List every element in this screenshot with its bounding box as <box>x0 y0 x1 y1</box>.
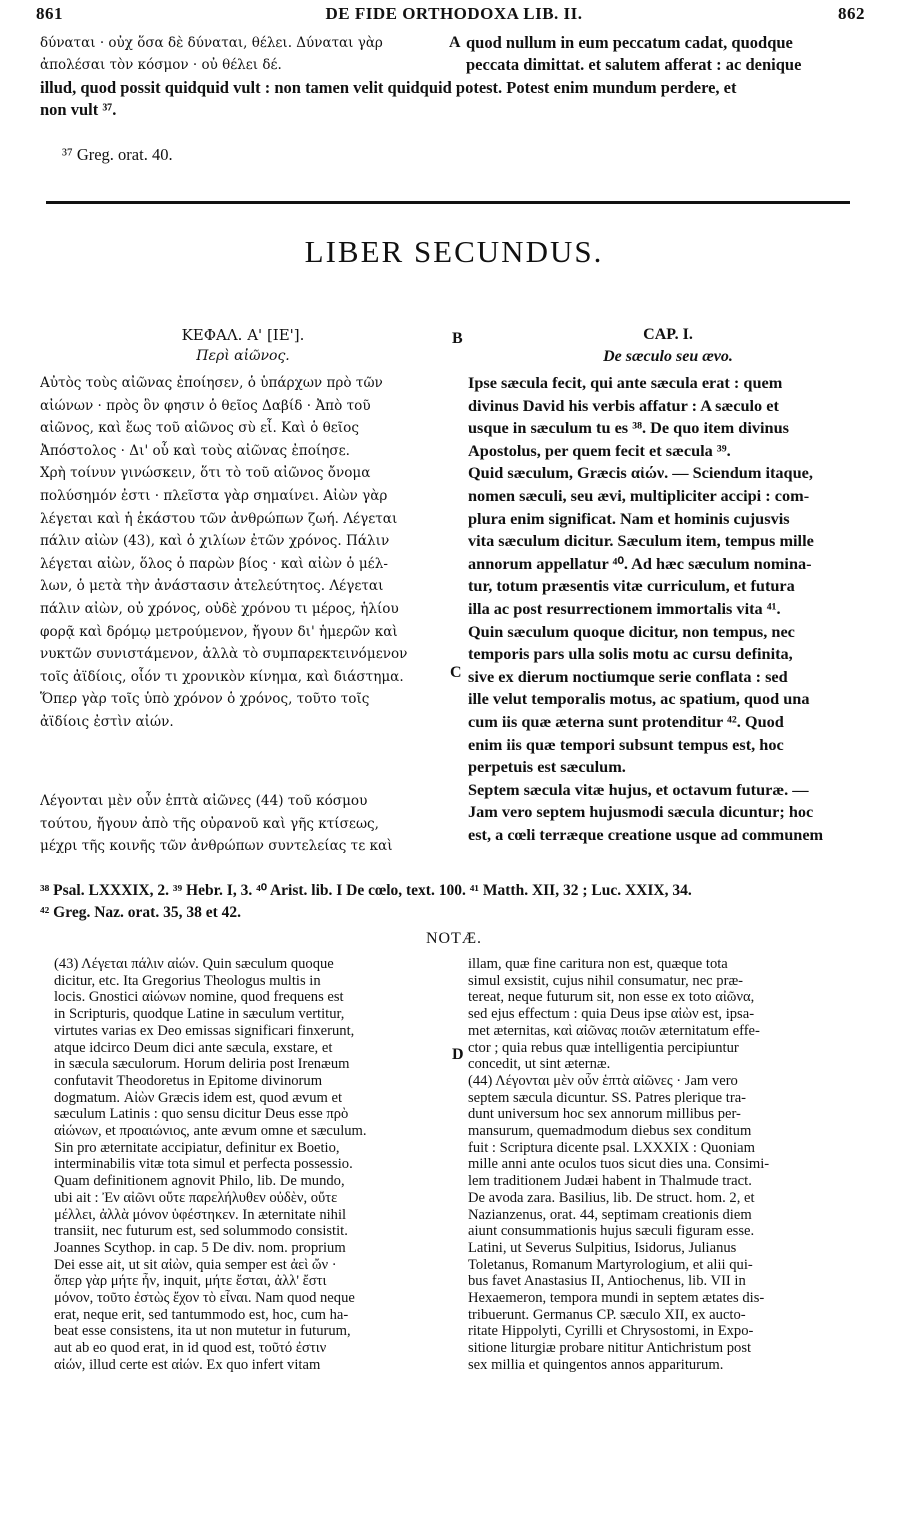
book-title: LIBER SECUNDUS. <box>304 234 604 269</box>
greek-text-line: Λέγονται μὲν οὖν ἑπτὰ αἰῶνες (44) τοῦ κόσμου <box>40 793 368 809</box>
note-line: lem traditionem Judæi habent in Thalmude tract. <box>468 1173 752 1190</box>
footnotes-line-1: ³⁸ Psal. LXXXIX, 2. ³⁹ Hebr. I, 3. ⁴⁰ Arist. lib. I De cœlo, text. 100. ⁴¹ Matth. XII, 32 ; Luc. XXIX, 34. <box>40 882 692 899</box>
greek-text-line: Ἀπόστολος · Δι' οὗ καὶ τοὺς αἰῶνας ἐποίησε. <box>40 442 351 459</box>
greek-text-line: Αὐτὸς τοὺς αἰῶνας ἐποίησεν, ὁ ὑπάρχων πρὸ τῶν <box>40 375 383 391</box>
latin-text-line: Ipse sæcula fecit, qui ante sæcula erat : quem <box>468 373 783 392</box>
section-rule <box>46 201 850 204</box>
footnotes-line-2: ⁴² Greg. Naz. orat. 35, 38 et 42. <box>40 904 241 921</box>
note-line: transiit, nec futurum est, sed solummodo consistit. <box>54 1223 348 1240</box>
greek-text-line: Ὅπερ γὰρ τοῖς ὑπὸ χρόνον ὁ χρόνος, τοῦτο τοῖς <box>40 691 370 708</box>
greek-text-line: αἰώνων · πρὸς ὃν φησιν ὁ θεῖος Δαβίδ · Ἀπὸ τοῦ <box>40 397 371 414</box>
greek-text-line: λων, ὁ μετὰ τὴν ἀνάστασιν ἀτελεύτητος. Λέγεται <box>40 578 384 595</box>
top-footnote: ³⁷ Greg. orat. 40. <box>62 145 173 164</box>
greek-text-line: τούτου, ἤγουν ἀπὸ τῆς οὐρανοῦ καὶ γῆς κτίσεως, <box>40 815 379 832</box>
note-line: μόνον, τοῦτο ἐστὼς ἔχον τὸ εἶναι. Nam quod neque <box>54 1290 355 1307</box>
note-line: tribuerunt. Germanus CP. sæculo XII, ex aucto- <box>468 1306 746 1323</box>
latin-text-line: annorum appellatur ⁴⁰. Ad hæc sæculum nomina- <box>468 553 812 573</box>
latin-text-line: nomen sæculi, seu ævi, multipliciter accipi : com- <box>468 485 810 505</box>
note-line: Sin pro æternitate accipiatur, definitur ex Boetio, <box>54 1139 340 1156</box>
top-greek-line-2: ἀπολέσαι τὸν κόσμον · οὐ θέλει δέ. <box>40 57 282 73</box>
note-line: aut ab eo quod erat, in id quod est, τοῦτό ἐστιν <box>54 1340 327 1357</box>
latin-text-line: Apostolus, per quem fecit et sæcula ³⁹. <box>468 440 731 460</box>
note-line: concedit, ut sint æternæ. <box>468 1056 611 1073</box>
note-line: tereat, neque futurum sit, non esse ex toto αἰῶνα, <box>468 989 755 1006</box>
margin-marker-c: C <box>450 664 462 681</box>
note-line: fuit : Scriptura dicente psal. LXXXIX : Quoniam <box>468 1139 755 1156</box>
note-line: Toletanus, Romanum Martyrologium, et alii qui- <box>468 1256 753 1273</box>
note-line: ctor ; quia rebus quæ intelligentia percipiuntur <box>468 1039 739 1056</box>
note-line: in sæcula sæculorum. Horum deliria post Irenæum <box>54 1056 350 1073</box>
note-line: De avoda zara. Basilius, lib. De struct. hom. 2, et <box>468 1189 755 1206</box>
greek-text-line: πολύσημόν ἐστι · πλεῖστα γὰρ σημαίνει. Αἰὼν γὰρ <box>40 487 388 504</box>
note-line: interminabilis vitæ tota simul et perfecta possessio. <box>54 1156 353 1173</box>
page-number-right: 862 <box>838 4 865 23</box>
note-line: sed ejus effectum : quia Deus ipse αἰὼν est, ipsa- <box>468 1006 755 1023</box>
latin-text-line: est, a cœli terræque creatione usque ad communem <box>468 824 824 844</box>
note-line: sex millia et quingentos annos appariturum. <box>468 1356 724 1373</box>
note-line: locis. Gnostici αἰώνων nomine, quod frequens est <box>54 989 344 1006</box>
note-line: sitione liturgiæ probare nititur Antichristum post <box>468 1340 752 1357</box>
note-line: bus favet Anastasius II, Antiochenus, lib. VII in <box>468 1273 746 1290</box>
notes-left-column <box>54 956 446 1374</box>
greek-text-line: φορᾷ καὶ δρόμῳ μετρούμενον, ἤγουν δι' ἡμερῶν καὶ <box>40 623 398 640</box>
greek-text-line: αἰῶνος, καὶ ἕως τοῦ αἰῶνος σὺ εἶ. Καὶ ὁ θεῖος <box>40 420 359 437</box>
note-line: mille anni ante oculos tuos sicut dies una. Consimi- <box>468 1156 770 1173</box>
top-latin-right-line-2: peccata dimittat. et salutem afferat : ac denique <box>466 55 802 74</box>
note-line: simul exsistit, cujus nihil consumatur, nec præ- <box>468 972 744 989</box>
top-latin-full-line-2: non vult ³⁷. <box>40 100 117 119</box>
note-line: αἰών, illud certe est αἰών. Ex quo infert vitam <box>54 1356 321 1373</box>
margin-marker-d: D <box>452 1046 464 1063</box>
latin-text-line: perpetuis est sæculum. <box>468 757 626 777</box>
chapter-latin-subtitle: De sæculo seu ævo. <box>603 348 733 365</box>
note-line: met æternitas, καὶ αἰῶνας ποιῶν æternitatum effe- <box>468 1022 760 1039</box>
note-line: Nazianzenus, orat. 44, septimam creationis diem <box>468 1206 752 1223</box>
note-line: (44) Λέγονται μὲν οὖν ἑπτὰ αἰῶνες · Jam vero <box>468 1072 738 1089</box>
greek-text-line: πάλιν αἰὼν (43), καὶ ὁ χιλίων ἐτῶν χρόνος. Πάλιν <box>40 533 390 550</box>
note-line: Latini, ut Severus Sulpitius, Isidorus, Julianus <box>468 1239 737 1256</box>
greek-text-line: ἀϊδίοις ἐστὶν αἰών. <box>40 713 174 730</box>
note-line: beat esse consistens, ita ut non mutetur in futurum, <box>54 1323 351 1340</box>
note-line: αἰώνων, et προαιώνιος, ante ævum omne et sæculum. <box>54 1123 367 1140</box>
top-greek-line-1: δύναται · οὐχ ὅσα δὲ δύναται, θέλει. Δύναται γὰρ <box>40 35 383 51</box>
chapter-greek-head: ΚΕΦΑΛ. Α' [ΙΕ']. <box>181 326 305 344</box>
notes-right-column <box>468 956 872 1374</box>
note-line: virtutes varias ex Deo emissas significari finxerunt, <box>54 1022 355 1039</box>
greek-text-column <box>40 372 446 734</box>
note-line: ubi ait : Ἐν αἰῶνι οὔτε παρελήλυθεν οὐδὲν, οὔτε <box>54 1189 338 1206</box>
note-line: Quam definitionem agnovit Philo, lib. De mundo, <box>54 1173 345 1190</box>
latin-text-line: Quin sæculum quoque dicitur, non tempus, nec <box>468 621 795 641</box>
latin-text-line: tur, totum præsentis vitæ curriculum, et futura <box>468 576 795 596</box>
greek-text-line: λέγεται αἰὼν, ὅλος ὁ παρὼν βίος · καὶ αἰὼν ὁ μέλ- <box>40 555 388 572</box>
latin-text-line: usque in sæculum tu es ³⁸. De quo item divinus <box>468 418 789 438</box>
note-line: aiunt consummationis hujus sæculi figuram esse. <box>468 1223 755 1240</box>
note-line: ὅπερ γὰρ μήτε ἦν, inquit, μήτε ἔσται, ἀλλ' ἔστι <box>54 1273 327 1290</box>
note-line: in Scripturis, quodque Latine in sæculum vertitur, <box>54 1006 345 1023</box>
note-line: sæculum Latinis : quo sensu dicitur Deus esse πρὸ <box>54 1106 349 1123</box>
greek-text-column-2 <box>40 790 446 858</box>
latin-text-line: temporis pars ulla solis motu ac cursu definita, <box>468 644 793 664</box>
note-line: mansurum, quemadmodum diebus sex conditum <box>468 1123 752 1140</box>
latin-text-line: ille velut temporalis motus, ac spatium, quod una <box>468 689 810 709</box>
latin-text-line: divinus David his verbis affatur : A sæculo et <box>468 395 779 415</box>
latin-text-line: sive ex dierum noctiumque serie conflata : sed <box>468 666 788 686</box>
chapter-latin-head: CAP. I. <box>643 326 693 343</box>
note-line: Dei esse ait, ut sit αἰὼν, quia semper est ἀεὶ ὤν · <box>54 1256 337 1273</box>
latin-text-line: enim iis quæ tempori subsunt tempus est, hoc <box>468 734 784 754</box>
latin-text-line: plura enim significat. Nam et hominis cujusvis <box>468 508 790 528</box>
latin-text-line: Jam vero septem hujusmodi sæcula dicuntur; hoc <box>468 802 814 822</box>
top-latin-full-line-1: illud, quod possit quidquid vult : non tamen velit quidquid potest. Potest enim mundum perdere, et <box>40 78 737 97</box>
running-title: DE FIDE ORTHODOXA LIB. II. <box>325 4 583 23</box>
note-line: Hexaemeron, tempora mundi in septem ætates dis- <box>468 1290 765 1307</box>
notae-title: NOTÆ. <box>425 930 483 947</box>
page-number-left: 861 <box>36 4 63 23</box>
latin-text-line: illa ac post resurrectionem immortalis vita ⁴¹. <box>468 598 781 618</box>
latin-text-line: cum iis quæ æterna sunt protenditur ⁴². Quod <box>468 711 784 731</box>
greek-text-line: μέχρι τῆς κοινῆς τῶν ἀνθρώπων συντελείας τε καὶ <box>40 838 393 855</box>
note-line: Joannes Scythop. in cap. 5 De div. nom. proprium <box>54 1239 346 1256</box>
greek-text-line: τοῖς ἀϊδίοις, οἷόν τι χρονικὸν κίνημα, καὶ διάστημα. <box>40 668 404 685</box>
note-line: atque idcirco Deum dici ante sæcula, exstare, et <box>54 1039 333 1056</box>
greek-text-line: νυκτῶν συνιστάμενον, ἀλλὰ τὸ συμπαρεκτεινόμενον <box>40 646 408 663</box>
latin-text-line: vita sæculum dicitur. Sæculum item, tempus mille <box>468 531 814 551</box>
note-line: confutavit Theodoretus in Epitome divinorum <box>54 1072 323 1089</box>
note-line: septem sæcula dicuntur. SS. Patres plerique tra- <box>468 1089 747 1106</box>
greek-text-line: λέγεται καὶ ἡ ἑκάστου τῶν ἀνθρώπων ζωή. Λέγεται <box>40 510 398 527</box>
latin-text-line: Quid sæculum, Græcis αἰών. — Sciendum itaque, <box>468 463 813 483</box>
note-line: dicitur, etc. Ita Gregorius Theologus multis in <box>54 972 321 989</box>
note-line: illam, quæ fine caritura non est, quæque tota <box>468 956 728 972</box>
chapter-greek-subtitle: Περὶ αἰῶνος. <box>196 348 290 364</box>
note-line: (43) Λέγεται πάλιν αἰών. Quin sæculum quoque <box>54 956 334 972</box>
margin-marker-b: B <box>452 330 463 347</box>
note-line: erat, neque erit, sed tantummodo est, hoc, cum ha- <box>54 1306 349 1323</box>
note-line: μέλλει, ἀλλὰ μόνον ὑφέστηκεν. In æternitate nihil <box>54 1206 347 1223</box>
greek-text-line: πάλιν αἰὼν, οὐ χρόνος, οὐδὲ χρόνου τι μέρος, ἡλίου <box>40 600 399 617</box>
note-line: dogmatum. Αἰὼν Græcis idem est, quod ævum et <box>54 1089 343 1106</box>
note-line: ritate Hippolyti, Cyrilli et Chrysostomi, in Expo- <box>468 1323 754 1340</box>
greek-text-line: Χρὴ τοίνυν γινώσκειν, ὅτι τὸ τοῦ αἰῶνος ὄνομα <box>40 465 371 482</box>
note-line: dunt universum hoc sex annorum millibus per- <box>468 1106 741 1123</box>
latin-text-column <box>468 372 870 846</box>
margin-marker-a: A <box>449 34 461 51</box>
top-latin-right-line-1: quod nullum in eum peccatum cadat, quodque <box>466 33 793 52</box>
latin-text-line: Septem sæcula vitæ hujus, et octavum futuræ. — <box>468 779 809 799</box>
